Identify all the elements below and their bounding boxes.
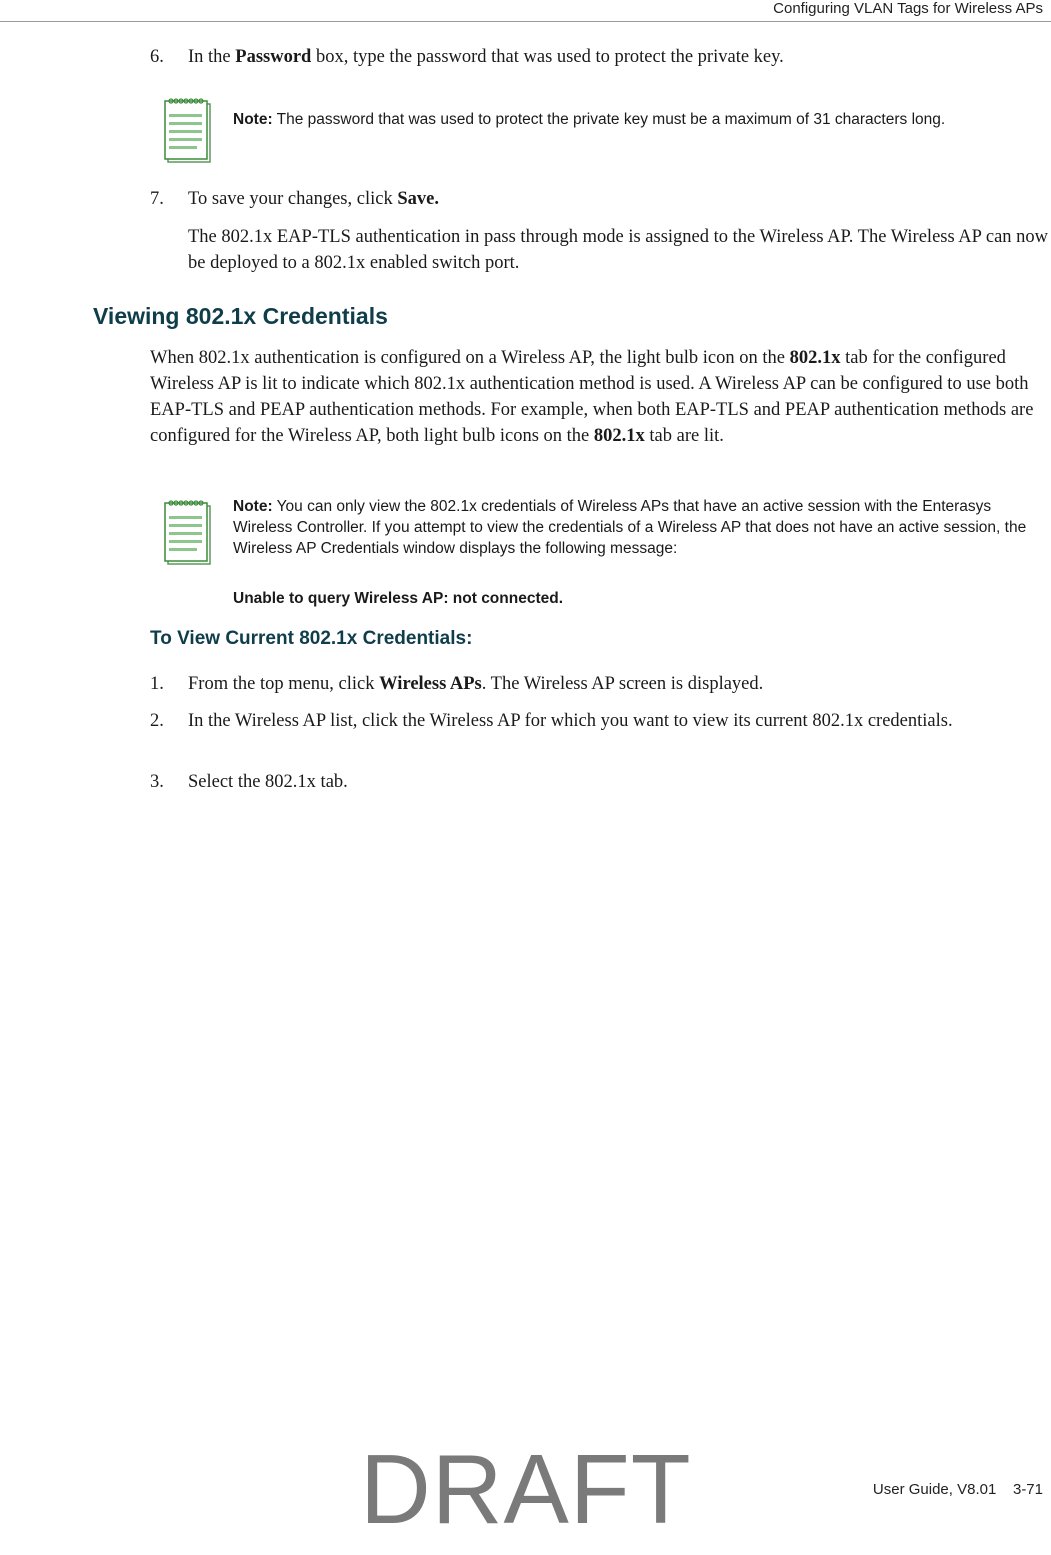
- step-7-result: The 802.1x EAP-TLS authentication in pass through mode is assigned to the Wireless AP. The Wireless AP can now be deployed to a 802.1x enabled switch port.: [188, 227, 1049, 273]
- step-7-text: To save your changes, click Save.: [188, 189, 439, 209]
- procedure-step-2: In the Wireless AP list, click the Wireless AP for which you want to view its current 802.1x credentials.: [188, 711, 953, 731]
- step-number: 7.: [150, 189, 164, 209]
- note-active-session: Note: You can only view the 802.1x credentials of Wireless APs that have an active session with the Enterasys Wireless Controller. If you attempt to view the credentials of a Wireless AP that does not have an active session, the Wireless AP Credentials window displays the following message:: [233, 498, 1027, 557]
- section-paragraph: When 802.1x authentication is configured on a Wireless AP, the light bulb icon on the 802.1x tab for the configured Wireless AP is lit to indicate which 802.1x authentication method is used. A Wireless AP can be configured to use both EAP-TLS and PEAP authentication methods. For example, when both EAP-TLS and PEAP authentication methods are configured for the Wireless AP, both light bulb icons on the 802.1x tab are lit.: [150, 348, 1034, 446]
- note-password-length: Note: The password that was used to protect the private key must be a maximum of 31 characters long.: [233, 111, 946, 128]
- procedure-step-3: Select the 802.1x tab.: [188, 772, 348, 792]
- section-title: Viewing 802.1x Credentials: [93, 303, 388, 329]
- error-message: Unable to query Wireless AP: not connected.: [233, 590, 564, 607]
- notepad-icon: [164, 500, 212, 566]
- page-footer: User Guide, V8.01 3-71: [872, 1481, 1043, 1498]
- notepad-icon: [164, 98, 212, 164]
- header-divider: [0, 21, 1051, 22]
- step-number: 1.: [150, 674, 164, 694]
- step-number: 6.: [150, 47, 164, 67]
- step-number: 2.: [150, 711, 164, 731]
- procedure-title: To View Current 802.1x Credentials:: [150, 628, 473, 649]
- step-6-text: In the Password box, type the password that was used to protect the private key.: [188, 47, 784, 67]
- step-number: 3.: [150, 772, 164, 792]
- draft-watermark: DRAFT: [360, 1434, 692, 1544]
- running-header: Configuring VLAN Tags for Wireless APs: [773, 0, 1043, 17]
- procedure-step-1: From the top menu, click Wireless APs. The Wireless AP screen is displayed.: [188, 674, 764, 694]
